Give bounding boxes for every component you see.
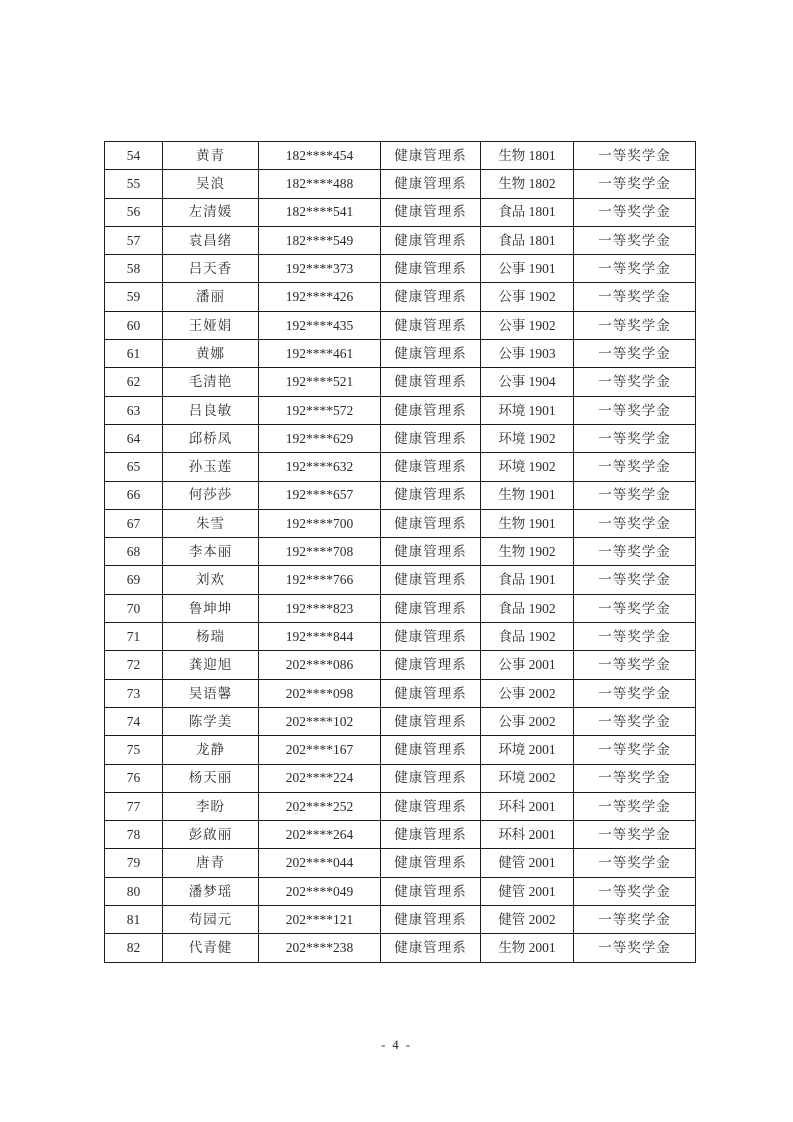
name-cell: 左清媛 (163, 198, 259, 226)
index-cell: 75 (105, 736, 163, 764)
department-cell: 健康管理系 (381, 679, 481, 707)
student-id-cell: 192****521 (259, 368, 381, 396)
class-cell: 食品 1902 (481, 594, 574, 622)
index-cell: 82 (105, 934, 163, 962)
table-row (105, 849, 696, 877)
department-cell: 健康管理系 (381, 226, 481, 254)
class-cell: 生物 2001 (481, 934, 574, 962)
student-id-cell: 202****264 (259, 821, 381, 849)
name-cell: 潘丽 (163, 283, 259, 311)
table-row (105, 311, 696, 339)
name-cell: 孙玉莲 (163, 453, 259, 481)
index-cell: 76 (105, 764, 163, 792)
index-cell: 61 (105, 340, 163, 368)
class-cell: 环境 1902 (481, 453, 574, 481)
department-cell: 健康管理系 (381, 849, 481, 877)
table-row (105, 142, 696, 170)
department-cell: 健康管理系 (381, 566, 481, 594)
award-cell: 一等奖学金 (574, 792, 696, 820)
index-cell: 55 (105, 170, 163, 198)
department-cell: 健康管理系 (381, 311, 481, 339)
table-row (105, 934, 696, 962)
name-cell: 吕良敏 (163, 396, 259, 424)
page-number: - 4 - (381, 1038, 412, 1052)
award-cell: 一等奖学金 (574, 736, 696, 764)
class-cell: 环境 1902 (481, 424, 574, 452)
award-cell: 一等奖学金 (574, 311, 696, 339)
class-cell: 健管 2001 (481, 877, 574, 905)
index-cell: 70 (105, 594, 163, 622)
award-cell: 一等奖学金 (574, 566, 696, 594)
name-cell: 刘欢 (163, 566, 259, 594)
name-cell: 李本丽 (163, 538, 259, 566)
student-id-cell: 192****844 (259, 623, 381, 651)
name-cell: 苟园元 (163, 906, 259, 934)
student-id-cell: 192****435 (259, 311, 381, 339)
table-row (105, 623, 696, 651)
student-id-cell: 192****632 (259, 453, 381, 481)
table-row (105, 368, 696, 396)
index-cell: 64 (105, 424, 163, 452)
index-cell: 74 (105, 707, 163, 735)
class-cell: 健管 2002 (481, 906, 574, 934)
name-cell: 吴语馨 (163, 679, 259, 707)
table-row (105, 283, 696, 311)
department-cell: 健康管理系 (381, 198, 481, 226)
department-cell: 健康管理系 (381, 509, 481, 537)
index-cell: 67 (105, 509, 163, 537)
student-id-cell: 202****167 (259, 736, 381, 764)
table-row (105, 877, 696, 905)
department-cell: 健康管理系 (381, 340, 481, 368)
department-cell: 健康管理系 (381, 764, 481, 792)
department-cell: 健康管理系 (381, 906, 481, 934)
student-id-cell: 182****488 (259, 170, 381, 198)
table-row (105, 707, 696, 735)
name-cell: 彭啟丽 (163, 821, 259, 849)
table-row (105, 736, 696, 764)
index-cell: 57 (105, 226, 163, 254)
award-cell: 一等奖学金 (574, 594, 696, 622)
class-cell: 公事 1902 (481, 311, 574, 339)
index-cell: 71 (105, 623, 163, 651)
index-cell: 79 (105, 849, 163, 877)
department-cell: 健康管理系 (381, 170, 481, 198)
name-cell: 龚迎旭 (163, 651, 259, 679)
award-cell: 一等奖学金 (574, 877, 696, 905)
table-row (105, 396, 696, 424)
index-cell: 81 (105, 906, 163, 934)
index-cell: 78 (105, 821, 163, 849)
name-cell: 朱雪 (163, 509, 259, 537)
student-id-cell: 192****461 (259, 340, 381, 368)
index-cell: 69 (105, 566, 163, 594)
table-row (105, 821, 696, 849)
award-cell: 一等奖学金 (574, 538, 696, 566)
class-cell: 公事 2002 (481, 679, 574, 707)
student-id-cell: 192****700 (259, 509, 381, 537)
award-cell: 一等奖学金 (574, 651, 696, 679)
department-cell: 健康管理系 (381, 368, 481, 396)
name-cell: 黄青 (163, 142, 259, 170)
student-id-cell: 202****252 (259, 792, 381, 820)
student-id-cell: 202****121 (259, 906, 381, 934)
student-id-cell: 182****549 (259, 226, 381, 254)
table-row (105, 906, 696, 934)
award-cell: 一等奖学金 (574, 821, 696, 849)
name-cell: 吕天香 (163, 255, 259, 283)
student-id-cell: 192****373 (259, 255, 381, 283)
award-cell: 一等奖学金 (574, 424, 696, 452)
table-row (105, 340, 696, 368)
class-cell: 生物 1901 (481, 509, 574, 537)
award-cell: 一等奖学金 (574, 283, 696, 311)
award-cell: 一等奖学金 (574, 764, 696, 792)
student-id-cell: 192****657 (259, 481, 381, 509)
name-cell: 王娅娟 (163, 311, 259, 339)
class-cell: 公事 1903 (481, 340, 574, 368)
class-cell: 食品 1801 (481, 226, 574, 254)
class-cell: 公事 1901 (481, 255, 574, 283)
department-cell: 健康管理系 (381, 877, 481, 905)
student-id-cell: 192****629 (259, 424, 381, 452)
department-cell: 健康管理系 (381, 651, 481, 679)
student-id-cell: 202****044 (259, 849, 381, 877)
class-cell: 食品 1801 (481, 198, 574, 226)
department-cell: 健康管理系 (381, 424, 481, 452)
department-cell: 健康管理系 (381, 538, 481, 566)
table-row (105, 424, 696, 452)
department-cell: 健康管理系 (381, 255, 481, 283)
table-row (105, 566, 696, 594)
student-id-cell: 192****708 (259, 538, 381, 566)
class-cell: 健管 2001 (481, 849, 574, 877)
name-cell: 李盼 (163, 792, 259, 820)
department-cell: 健康管理系 (381, 821, 481, 849)
class-cell: 公事 2002 (481, 707, 574, 735)
name-cell: 唐青 (163, 849, 259, 877)
table-row (105, 509, 696, 537)
index-cell: 60 (105, 311, 163, 339)
class-cell: 环科 2001 (481, 821, 574, 849)
class-cell: 生物 1801 (481, 142, 574, 170)
table-row (105, 198, 696, 226)
department-cell: 健康管理系 (381, 736, 481, 764)
index-cell: 68 (105, 538, 163, 566)
name-cell: 陈学美 (163, 707, 259, 735)
award-cell: 一等奖学金 (574, 142, 696, 170)
class-cell: 环境 2001 (481, 736, 574, 764)
student-id-cell: 202****224 (259, 764, 381, 792)
index-cell: 59 (105, 283, 163, 311)
scholarship-table-body (105, 142, 696, 963)
table-row (105, 481, 696, 509)
name-cell: 毛清艳 (163, 368, 259, 396)
name-cell: 鲁坤坤 (163, 594, 259, 622)
table-row (105, 651, 696, 679)
department-cell: 健康管理系 (381, 707, 481, 735)
index-cell: 56 (105, 198, 163, 226)
name-cell: 邱桥凤 (163, 424, 259, 452)
index-cell: 66 (105, 481, 163, 509)
award-cell: 一等奖学金 (574, 368, 696, 396)
department-cell: 健康管理系 (381, 396, 481, 424)
class-cell: 环境 1901 (481, 396, 574, 424)
index-cell: 73 (105, 679, 163, 707)
table-row (105, 792, 696, 820)
table-row (105, 453, 696, 481)
department-cell: 健康管理系 (381, 453, 481, 481)
name-cell: 代青健 (163, 934, 259, 962)
department-cell: 健康管理系 (381, 623, 481, 651)
student-id-cell: 202****086 (259, 651, 381, 679)
table-row (105, 538, 696, 566)
award-cell: 一等奖学金 (574, 226, 696, 254)
award-cell: 一等奖学金 (574, 849, 696, 877)
award-cell: 一等奖学金 (574, 340, 696, 368)
class-cell: 公事 2001 (481, 651, 574, 679)
class-cell: 食品 1902 (481, 623, 574, 651)
department-cell: 健康管理系 (381, 594, 481, 622)
index-cell: 62 (105, 368, 163, 396)
department-cell: 健康管理系 (381, 792, 481, 820)
scholarship-table (104, 141, 696, 963)
award-cell: 一等奖学金 (574, 481, 696, 509)
index-cell: 72 (105, 651, 163, 679)
award-cell: 一等奖学金 (574, 906, 696, 934)
index-cell: 80 (105, 877, 163, 905)
index-cell: 63 (105, 396, 163, 424)
name-cell: 袁昌绪 (163, 226, 259, 254)
name-cell: 吴浪 (163, 170, 259, 198)
index-cell: 54 (105, 142, 163, 170)
class-cell: 生物 1901 (481, 481, 574, 509)
award-cell: 一等奖学金 (574, 707, 696, 735)
student-id-cell: 192****572 (259, 396, 381, 424)
table-row (105, 679, 696, 707)
class-cell: 食品 1901 (481, 566, 574, 594)
name-cell: 龙静 (163, 736, 259, 764)
student-id-cell: 182****454 (259, 142, 381, 170)
table-row (105, 255, 696, 283)
index-cell: 58 (105, 255, 163, 283)
award-cell: 一等奖学金 (574, 198, 696, 226)
award-cell: 一等奖学金 (574, 255, 696, 283)
award-cell: 一等奖学金 (574, 934, 696, 962)
student-id-cell: 192****766 (259, 566, 381, 594)
class-cell: 公事 1904 (481, 368, 574, 396)
student-id-cell: 202****098 (259, 679, 381, 707)
student-id-cell: 202****238 (259, 934, 381, 962)
student-id-cell: 202****102 (259, 707, 381, 735)
name-cell: 何莎莎 (163, 481, 259, 509)
department-cell: 健康管理系 (381, 934, 481, 962)
index-cell: 77 (105, 792, 163, 820)
student-id-cell: 182****541 (259, 198, 381, 226)
award-cell: 一等奖学金 (574, 509, 696, 537)
award-cell: 一等奖学金 (574, 679, 696, 707)
student-id-cell: 202****049 (259, 877, 381, 905)
department-cell: 健康管理系 (381, 283, 481, 311)
student-id-cell: 192****426 (259, 283, 381, 311)
table-row (105, 764, 696, 792)
award-cell: 一等奖学金 (574, 623, 696, 651)
name-cell: 黄娜 (163, 340, 259, 368)
award-cell: 一等奖学金 (574, 453, 696, 481)
award-cell: 一等奖学金 (574, 170, 696, 198)
class-cell: 公事 1902 (481, 283, 574, 311)
name-cell: 潘梦瑶 (163, 877, 259, 905)
class-cell: 生物 1802 (481, 170, 574, 198)
class-cell: 环科 2001 (481, 792, 574, 820)
table-row (105, 170, 696, 198)
name-cell: 杨瑞 (163, 623, 259, 651)
department-cell: 健康管理系 (381, 142, 481, 170)
table-row (105, 594, 696, 622)
table-row (105, 226, 696, 254)
award-cell: 一等奖学金 (574, 396, 696, 424)
class-cell: 生物 1902 (481, 538, 574, 566)
class-cell: 环境 2002 (481, 764, 574, 792)
index-cell: 65 (105, 453, 163, 481)
department-cell: 健康管理系 (381, 481, 481, 509)
name-cell: 杨天丽 (163, 764, 259, 792)
student-id-cell: 192****823 (259, 594, 381, 622)
